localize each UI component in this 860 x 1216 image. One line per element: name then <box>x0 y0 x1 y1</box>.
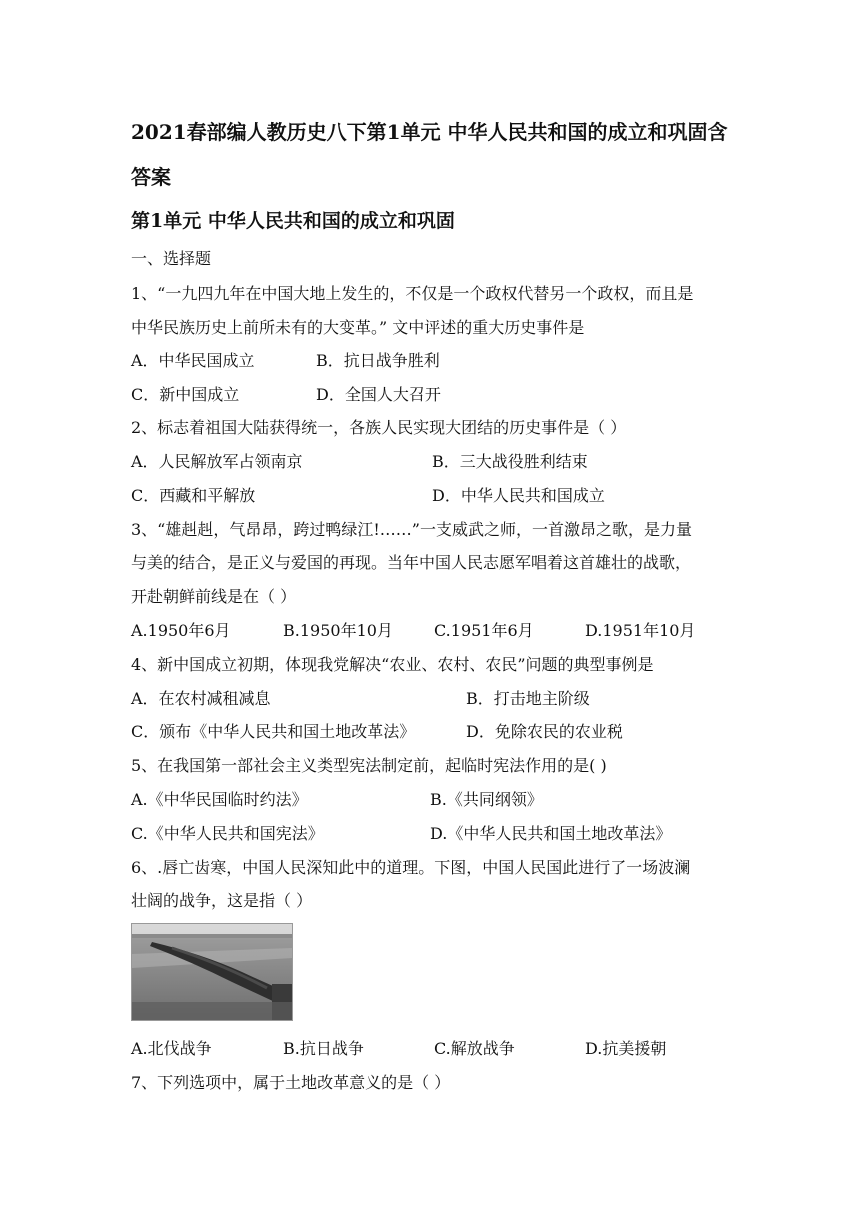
section-label: 一、选择题 <box>131 249 212 268</box>
question-4-option-d: D．免除农民的农业税 <box>466 722 623 741</box>
question-6-option-b: B.抗日战争 <box>283 1039 364 1058</box>
unit-heading: 第1单元 中华人民共和国的成立和巩固 <box>131 210 455 232</box>
question-5-option-a: A.《中华民国临时约法》 <box>131 790 308 809</box>
question-3-option-a: A.1950年6月 <box>131 621 231 640</box>
question-2-option-b: B．三大战役胜利结束 <box>432 452 588 471</box>
question-4-option-b: B．打击地主阶级 <box>466 689 590 708</box>
question-1-option-c: C．新中国成立 <box>131 385 240 404</box>
question-6-line-1: 6、.唇亡齿寒，中国人民深知此中的道理。下图，中国人民国此进行了一场波澜 <box>131 858 691 877</box>
question-6-option-d: D.抗美援朝 <box>585 1039 667 1058</box>
question-5-option-d: D.《中华人民共和国土地改革法》 <box>430 824 672 843</box>
question-2-option-d: D．中华人民共和国成立 <box>432 486 605 505</box>
question-2-option-a: A．人民解放军占领南京 <box>131 452 303 471</box>
question-5-option-c: C.《中华人民共和国宪法》 <box>131 824 324 843</box>
question-4-option-a: A．在农村减租减息 <box>131 689 271 708</box>
question-3-line-2: 与美的结合，是正义与爱国的再现。当年中国人民志愿军唱着这首雄壮的战歌， <box>131 553 692 572</box>
question-3-option-b: B.1950年10月 <box>283 621 393 640</box>
question-4-option-c: C．颁布《中华人民共和国土地改革法》 <box>131 722 416 741</box>
war-photo <box>131 923 293 1021</box>
question-1-line-1: 1、“一九四九年在中国大地上发生的，不仅是一个政权代替另一个政权，而且是 <box>131 284 694 303</box>
document-title-line-1: 2021春部编人教历史八下第1单元 中华人民共和国的成立和巩固含 <box>131 120 728 144</box>
question-5-line-1: 5、在我国第一部社会主义类型宪法制定前，起临时宪法作用的是( ) <box>131 756 607 775</box>
question-3-option-c: C.1951年6月 <box>434 621 534 640</box>
question-4-line-1: 4、新中国成立初期，体现我党解决“农业、农村、农民”问题的典型事例是 <box>131 655 654 674</box>
question-1-option-b: B．抗日战争胜利 <box>316 351 440 370</box>
question-1-option-d: D．全国人大召开 <box>316 385 441 404</box>
question-7-line-1: 7、下列选项中，属于土地改革意义的是（ ） <box>131 1073 451 1092</box>
question-3-line-1: 3、“雄赳赳，气昂昂，跨过鸭绿江!……”一支威武之师，一首激昂之歌，是力量 <box>131 520 692 539</box>
question-5-option-b: B.《共同纲领》 <box>430 790 543 809</box>
question-6-line-2: 壮阔的战争，这是指（ ） <box>131 891 313 910</box>
question-1-option-a: A．中华民国成立 <box>131 351 255 370</box>
document-title-line-2: 答案 <box>131 165 171 189</box>
question-3-option-d: D.1951年10月 <box>585 621 696 640</box>
question-1-line-2: 中华民族历史上前所未有的大变革。” 文中评述的重大历史事件是 <box>131 318 585 337</box>
troops-crossing-photo-illustration <box>132 924 292 1020</box>
question-2-line-1: 2、标志着祖国大陆获得统一，各族人民实现大团结的历史事件是（ ） <box>131 418 627 437</box>
question-3-line-3: 开赴朝鲜前线是在（ ） <box>131 587 297 606</box>
question-6-option-a: A.北伐战争 <box>131 1039 212 1058</box>
question-6-option-c: C.解放战争 <box>434 1039 515 1058</box>
question-2-option-c: C．西藏和平解放 <box>131 486 256 505</box>
